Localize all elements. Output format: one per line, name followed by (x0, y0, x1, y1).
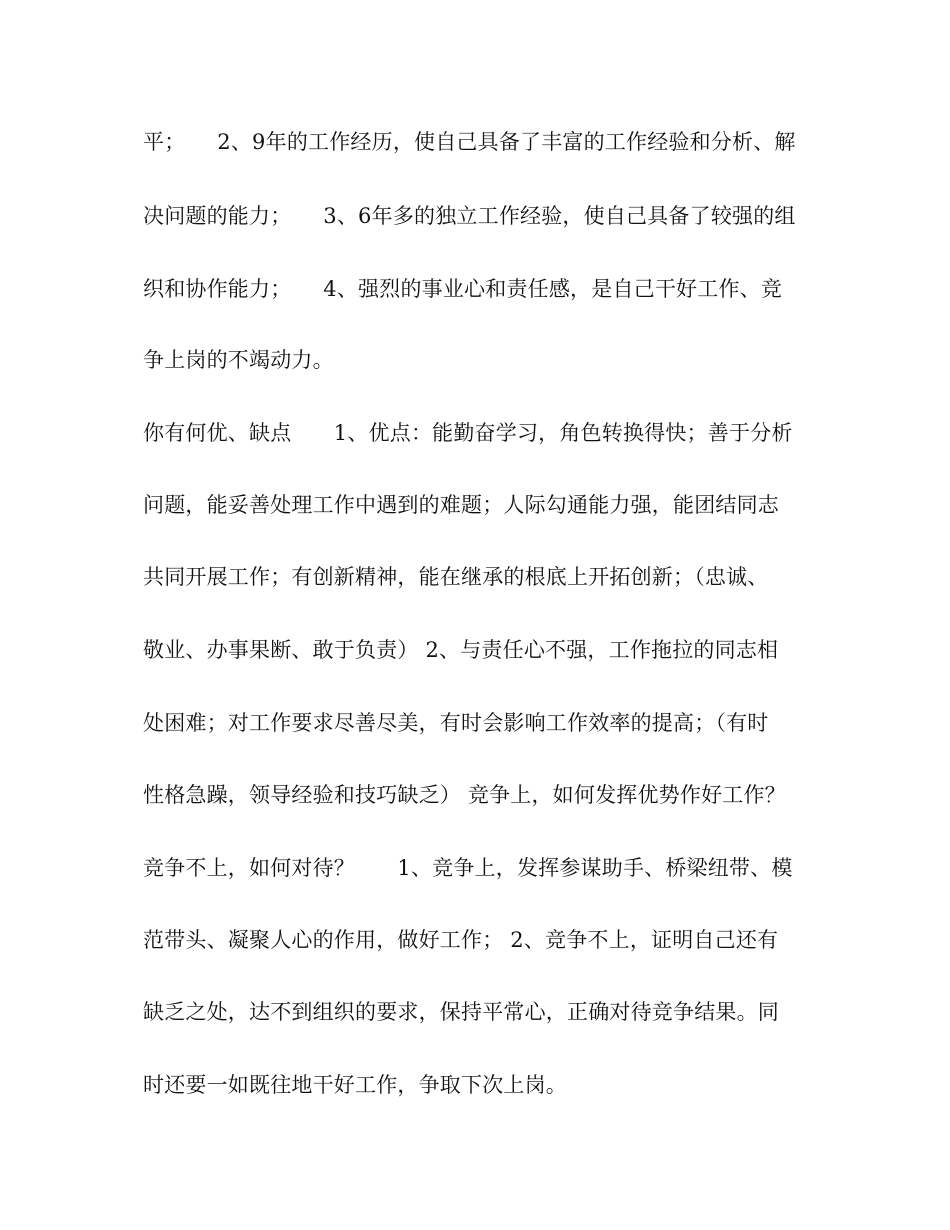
text-line: 问题，能妥善处理工作中遇到的难题；人际勾通能力强，能团结同志 (143, 493, 779, 517)
text-line: 织和协作能力； 4、强烈的事业心和责任感，是自己干好工作、竞 (143, 277, 783, 301)
text-line: 性格急躁，领导经验和技巧缺乏） 竞争上，如何发挥优势作好工作？ (143, 783, 786, 807)
text-line: 缺乏之处，达不到组织的要求，保持平常心，正确对待竞争结果。同 (143, 1000, 779, 1024)
text-line: 决问题的能力； 3、6年多的独立工作经验，使自己具备了较强的组 (143, 204, 796, 228)
text-line: 平； 2、9年的工作经历，使自己具备了丰富的工作经验和分析、解 (143, 130, 796, 154)
text-line: 争上岗的不竭动力。 (143, 348, 334, 372)
text-line: 处困难；对工作要求尽善尽美，有时会影响工作效率的提高；（有时 (143, 711, 769, 735)
text-line: 敬业、办事果断、敢于负责） 2、与责任心不强，工作拖拉的同志相 (143, 638, 779, 662)
text-line: 共同开展工作；有创新精神，能在继承的根底上开拓创新；（忠诚、 (143, 565, 769, 589)
text-line: 竞争不上，如何对待？ 1、竞争上，发挥参谋助手、桥梁纽带、模 (143, 856, 793, 880)
text-line: 范带头、凝聚人心的作用，做好工作； 2、竞争不上，证明自己还有 (143, 928, 779, 952)
text-line: 你有何优、缺点 1、优点：能勤奋学习，角色转换得快；善于分析 (143, 421, 793, 445)
text-line: 时还要一如既往地干好工作，争取下次上岗。 (143, 1073, 567, 1097)
